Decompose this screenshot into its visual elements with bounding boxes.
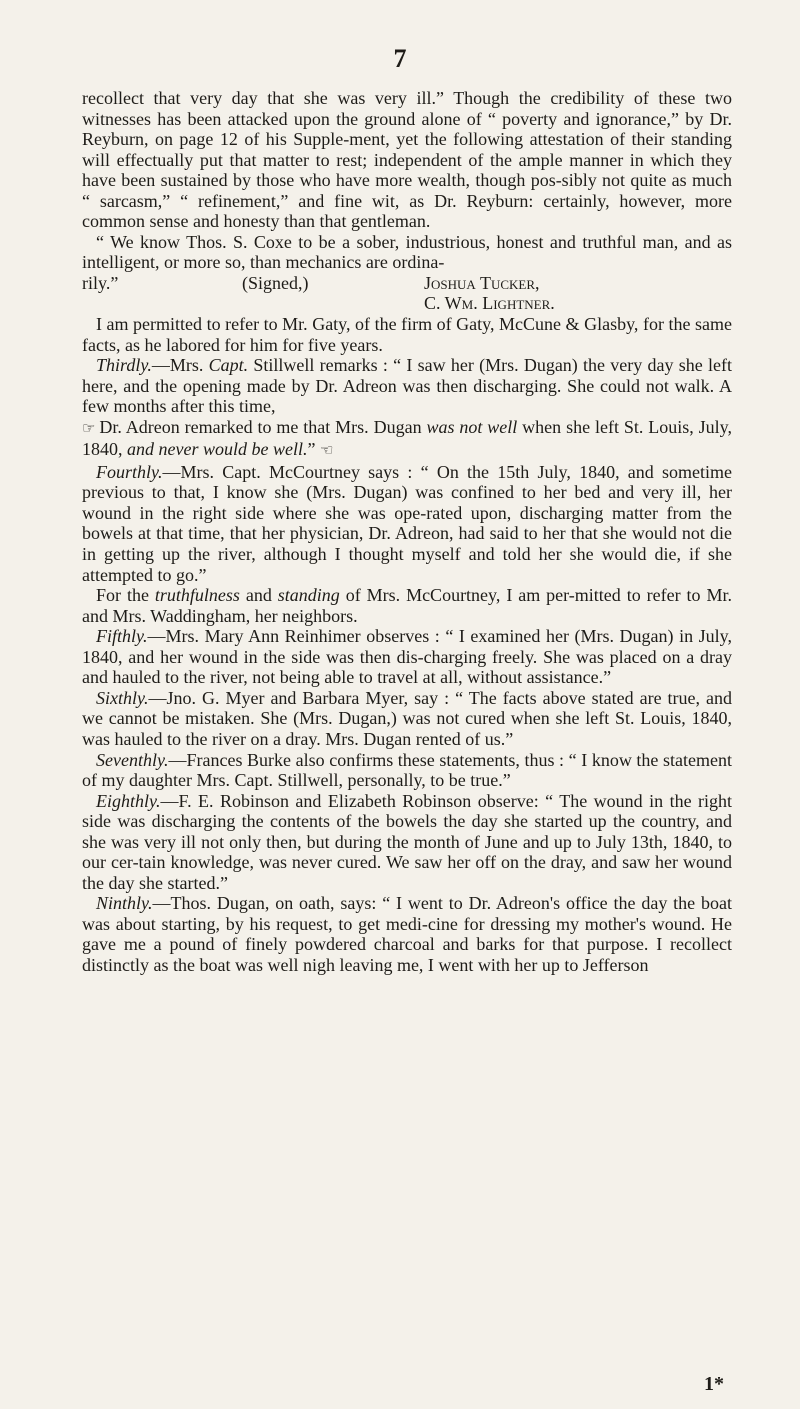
paragraph-fifthly: Fifthly.—Mrs. Mary Ann Reinhimer observes : “ I examined her (Mrs. Dugan) in July, 1840, and her wound in the side was then dis-charging freely. She was placed on a dray and hauled to the river, not being able to travel at all, without assistance.” [82, 626, 732, 688]
paragraph-opening: recollect that very day that she was very ill.” Though the credibility of these two witnesses has been attacked upon the ground alone of “ poverty and ignorance,” by Dr. Reyburn, on page 12 of his Supple-ment, yet the following attestation of their standing will effectually put that matter to rest; independent of the ample manner in which they have been sustained by those who have more wealth, though pos-sibly not quite as much “ sarcasm,” “ refinement,” and fine wit, as Dr. Reyburn: certainly, however, more common sense and honesty than that gentleman. [82, 88, 732, 232]
paragraph-seventhly: Seventhly.—Frances Burke also confirms these statements, thus : “ I know the statement of my daughter Mrs. Capt. Stillwell, personally, to be true.” [82, 749, 732, 791]
body-text [82, 88, 732, 976]
paragraph-eighthly: Eighthly.—F. E. Robinson and Elizabeth Robinson observe: “ The wound in the right side was discharging the contents of the bowels the day she started up the country, and she was very ill not only then, but during the month of June and up to July 13th, 1840, to our cer-tain knowledge, was never cured. We saw her off on the dray, and saw her wound the day she started.” [82, 790, 732, 893]
manicule-left-icon: ☜ [319, 443, 333, 460]
signature-name-lightner: C. Wm. Lightner. [424, 293, 555, 314]
signature-name-tucker: Joshua Tucker, [424, 272, 540, 293]
paragraph-fourthly: Fourthly.—Mrs. Capt. McCourtney says : “ On the 15th July, 1840, and sometime previous to that, I know she (Mrs. Dugan) was confined to her bed and very ill, her wound in the right side where she was ope-rated upon, discharging matter from the bowels at that time, that her physician, Dr. Adreon, had said to her that she would not die in getting up the river, although I thought myself and told her she would die, if she attempted to go.” [82, 461, 732, 585]
signature-lead: rily.” [82, 272, 119, 293]
signature-signed: (Signed,) [242, 272, 309, 293]
paragraph-quote-coxe: “ We know Thos. S. Coxe to be a sober, industrious, honest and truthful man, and as intelligent, or more so, than mechanics are ordina- [82, 231, 732, 273]
paragraph-sixthly: Sixthly.—Jno. G. Myer and Barbara Myer, say : “ The facts above stated are true, and we cannot be mistaken. She (Mrs. Dugan,) was not cured when she left St. Louis, 1840, was hauled to the river on a dray. Mrs. Dugan rented of us.” [82, 687, 732, 749]
paragraph-gaty: I am permitted to refer to Mr. Gaty, of the firm of Gaty, McCune & Glasby, for the same facts, as he labored for him for five years. [82, 314, 732, 355]
signature-row [82, 273, 732, 294]
paragraph-thirdly: Thirdly.—Mrs. Capt. Stillwell remarks : “ I saw her (Mrs. Dugan) the very day she left here, and the opening made by Dr. Adreon was then discharging. She could not walk. A few months after this time, [82, 355, 732, 417]
paragraph-ninthly: Ninthly.—Thos. Dugan, on oath, says: “ I went to Dr. Adreon's office the day the boat was about starting, by his request, to get medi-cine for dressing my mother's wound. He gave me a pound of finely powdered charcoal and barks for that purpose. I recollect distinctly as the boat was well nigh leaving me, I went with her up to Jefferson [82, 893, 732, 975]
paragraph-mccourtney: For the truthfulness and standing of Mrs. McCourtney, I am per-mitted to refer to Mr. and Mrs. Waddingham, her neighbors. [82, 585, 732, 626]
paragraph-thirdly-cont: ☞ Dr. Adreon remarked to me that Mrs. Dugan was not well when she left St. Louis, July, 1840, and never would be well.” ☜ [82, 417, 732, 462]
manicule-right-icon: ☞ [82, 420, 95, 437]
signature-mark: 1* [704, 1373, 724, 1395]
page-number: 7 [393, 44, 407, 73]
